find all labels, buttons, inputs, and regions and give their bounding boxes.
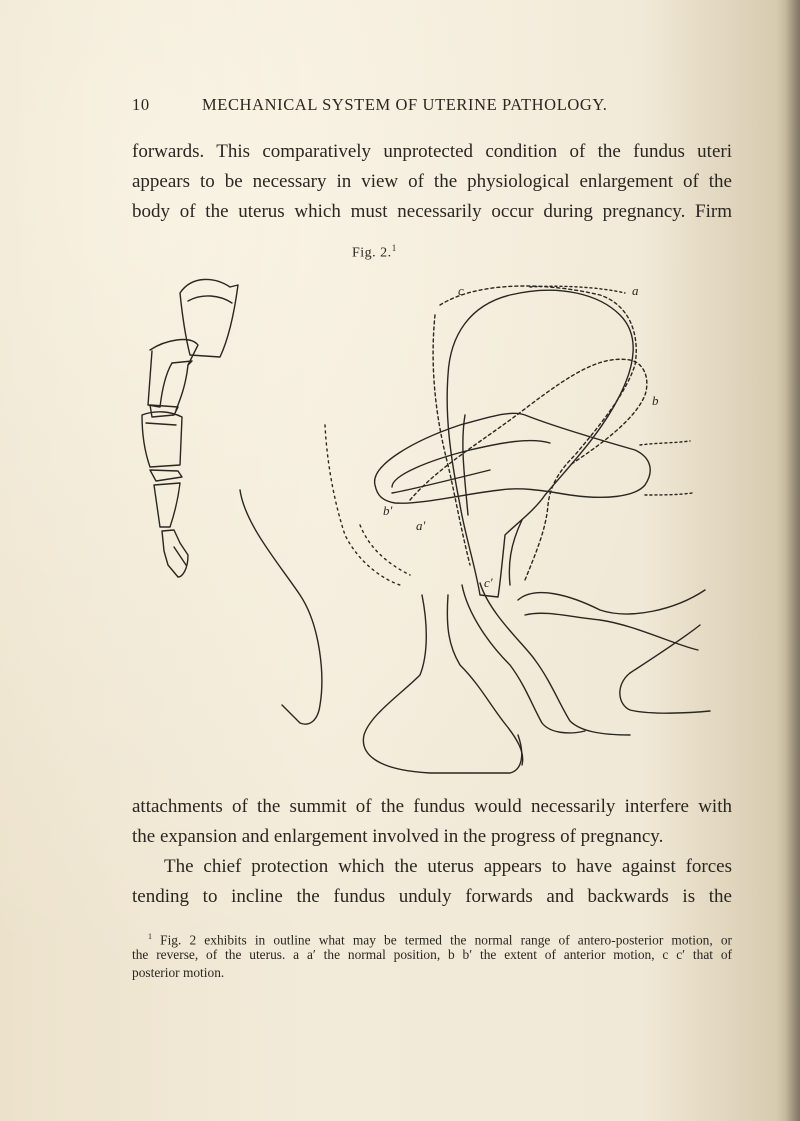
page-number: 10 [132,95,150,114]
label-a-prime: a′ [416,518,426,533]
footnote-marker: 1 [148,932,152,941]
rectum-outline [240,490,322,724]
label-a: a [632,283,639,298]
bladder-outline [462,583,710,735]
footnote-reference: 1 [391,243,397,253]
guide-line-b [325,425,410,585]
label-c: c [458,283,464,298]
vaginal-canal-outline [363,595,522,773]
running-title: MECHANICAL SYSTEM OF UTERINE PATHOLOGY. [202,95,608,114]
label-c-prime: c′ [484,575,493,590]
figure-caption [352,243,472,262]
guide-line-a [530,286,692,495]
paragraph-line: The chief protection which the uterus appears to have against forces [164,856,732,877]
running-head [132,95,732,119]
paragraph-line: appears to be necessary in view of the physiological enlargement of the [132,171,732,192]
paragraph-line: forwards. This comparatively unprotected condition of the fundus uteri [132,141,732,162]
page-edge-shadow [786,0,800,1121]
paragraph-line: tending to incline the fundus unduly forwards and backwards is the [132,886,732,907]
footnote-line: the reverse, of the uterus. a a′ the normal position, b b′ the extent of anterior motion, c c′ that of [132,947,732,962]
sacrum-coccyx-drawing [142,279,238,577]
label-b-prime: b′ [383,503,393,518]
paragraph-line: the expansion and enlargement involved in the progress of pregnancy. [132,826,664,847]
paragraph-line: body of the uterus which must necessarily occur during pregnancy. Firm [132,201,732,222]
uterus-outline-figure [130,265,730,775]
paragraph-line: attachments of the summit of the fundus would necessarily interfere with [132,796,732,817]
uterus-outline-posterior-c [410,286,647,580]
uterus-outline-anterior-b [375,413,651,503]
uterus-outline-normal-a [447,290,633,597]
figure-caption-text: Fig. 2. [352,245,392,261]
footnote-text: Fig. 2 exhibits in outline what may be termed the normal range of antero-posterior motion, or [160,932,732,948]
label-b: b [652,393,659,408]
footnote-line: posterior motion. [132,965,225,980]
